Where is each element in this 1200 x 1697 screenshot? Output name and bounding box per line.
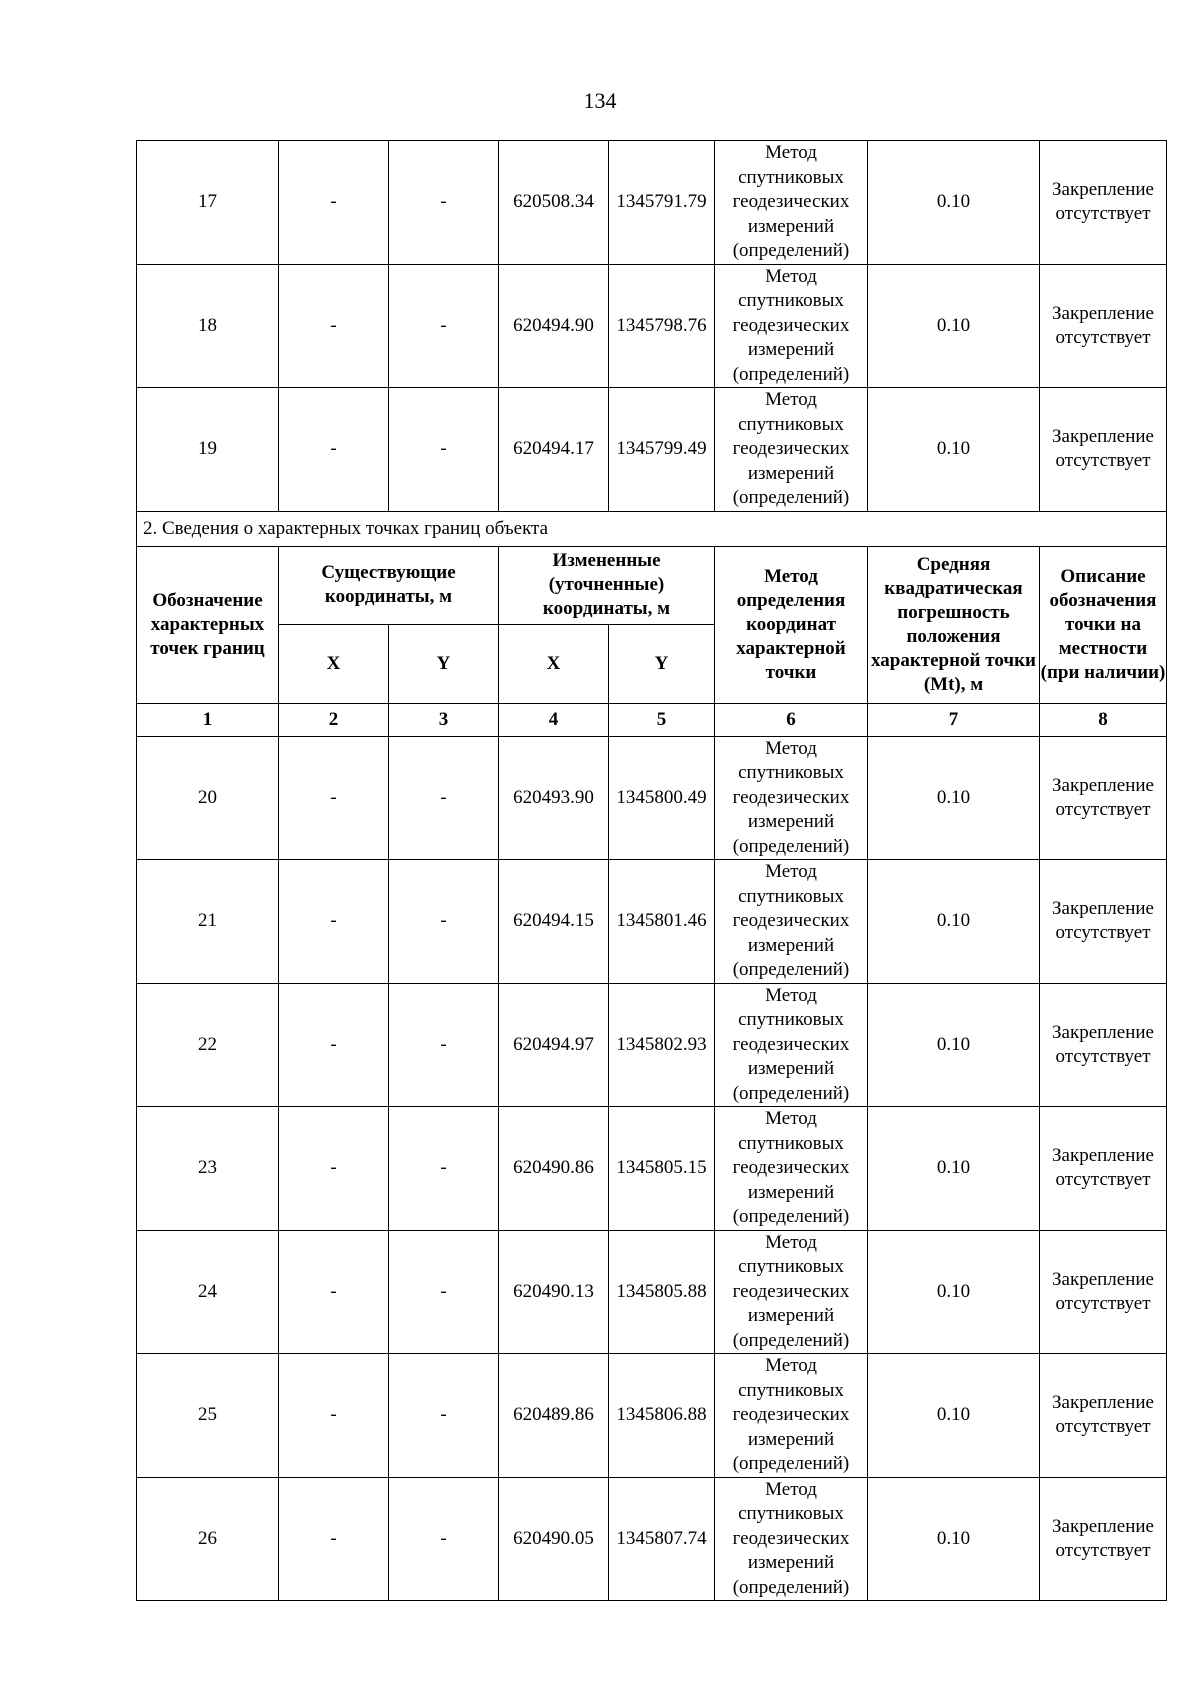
column-numbers-row	[137, 703, 1167, 736]
existing-x-cell: -	[279, 860, 389, 984]
method-cell: Метод спутниковых геодезических измерений (определений)	[715, 860, 868, 984]
header-existing: Существующие координаты, м	[279, 546, 499, 624]
point-cell: 21	[137, 860, 279, 984]
bottom-rows	[137, 736, 1167, 1601]
changed-y-cell: 1345800.49	[609, 736, 715, 860]
method-cell: Метод спутниковых геодезических измерений (определений)	[715, 264, 868, 388]
table-row	[137, 264, 1167, 388]
existing-y-cell: -	[389, 141, 499, 265]
table-row	[137, 1230, 1167, 1354]
existing-y-cell: -	[389, 1477, 499, 1601]
changed-x-cell: 620494.90	[499, 264, 609, 388]
mt-cell: 0.10	[868, 860, 1040, 984]
column-number: 4	[499, 703, 609, 736]
method-cell: Метод спутниковых геодезических измерений (определений)	[715, 1107, 868, 1231]
header-existing-x: X	[279, 624, 389, 703]
changed-x-cell: 620494.97	[499, 983, 609, 1107]
existing-y-cell: -	[389, 264, 499, 388]
mt-cell: 0.10	[868, 141, 1040, 265]
existing-y-cell: -	[389, 736, 499, 860]
table-row	[137, 983, 1167, 1107]
description-cell: Закрепление отсутствует	[1040, 736, 1167, 860]
existing-y-cell: -	[389, 1107, 499, 1231]
changed-x-cell: 620490.86	[499, 1107, 609, 1231]
mt-cell: 0.10	[868, 1477, 1040, 1601]
table-row	[137, 141, 1167, 265]
changed-y-cell: 1345799.49	[609, 388, 715, 512]
changed-x-cell: 620490.13	[499, 1230, 609, 1354]
header-row-1	[137, 546, 1167, 624]
point-cell: 17	[137, 141, 279, 265]
table-row	[137, 860, 1167, 984]
method-cell: Метод спутниковых геодезических измерений (определений)	[715, 1230, 868, 1354]
method-cell: Метод спутниковых геодезических измерений (определений)	[715, 736, 868, 860]
mt-cell: 0.10	[868, 264, 1040, 388]
table-row	[137, 1354, 1167, 1478]
existing-x-cell: -	[279, 141, 389, 265]
existing-y-cell: -	[389, 1230, 499, 1354]
changed-x-cell: 620494.15	[499, 860, 609, 984]
changed-x-cell: 620490.05	[499, 1477, 609, 1601]
mt-cell: 0.10	[868, 736, 1040, 860]
page-number: 134	[583, 88, 617, 113]
column-number: 6	[715, 703, 868, 736]
changed-y-cell: 1345805.88	[609, 1230, 715, 1354]
table-row	[137, 1107, 1167, 1231]
column-number: 1	[137, 703, 279, 736]
header-mt: Средняя квадратическая погрешность положения характерной точки (Mt), м	[868, 546, 1040, 703]
changed-y-cell: 1345802.93	[609, 983, 715, 1107]
existing-x-cell: -	[279, 1354, 389, 1478]
top-rows	[137, 141, 1167, 512]
header-changed: Измененные (уточненные) координаты, м	[499, 546, 715, 624]
description-cell: Закрепление отсутствует	[1040, 1354, 1167, 1478]
point-cell: 25	[137, 1354, 279, 1478]
header-desc: Описание обозначения точки на местности (при наличии)	[1040, 546, 1167, 703]
header-changed-x: X	[499, 624, 609, 703]
changed-x-cell: 620489.86	[499, 1354, 609, 1478]
existing-x-cell: -	[279, 983, 389, 1107]
existing-x-cell: -	[279, 1107, 389, 1231]
changed-x-cell: 620508.34	[499, 141, 609, 265]
column-number: 2	[279, 703, 389, 736]
header-existing-y: Y	[389, 624, 499, 703]
changed-y-cell: 1345791.79	[609, 141, 715, 265]
table-row	[137, 736, 1167, 860]
point-cell: 26	[137, 1477, 279, 1601]
mt-cell: 0.10	[868, 1107, 1040, 1231]
changed-y-cell: 1345801.46	[609, 860, 715, 984]
column-number: 3	[389, 703, 499, 736]
header-method: Метод определения координат характерной точки	[715, 546, 868, 703]
column-number: 5	[609, 703, 715, 736]
header-point: Обозначение характерных точек границ	[137, 546, 279, 703]
description-cell: Закрепление отсутствует	[1040, 983, 1167, 1107]
changed-x-cell: 620494.17	[499, 388, 609, 512]
point-cell: 23	[137, 1107, 279, 1231]
mt-cell: 0.10	[868, 1230, 1040, 1354]
method-cell: Метод спутниковых геодезических измерений (определений)	[715, 1477, 868, 1601]
column-number: 7	[868, 703, 1040, 736]
method-cell: Метод спутниковых геодезических измерений (определений)	[715, 141, 868, 265]
existing-x-cell: -	[279, 388, 389, 512]
point-cell: 20	[137, 736, 279, 860]
description-cell: Закрепление отсутствует	[1040, 264, 1167, 388]
column-number: 8	[1040, 703, 1167, 736]
changed-y-cell: 1345798.76	[609, 264, 715, 388]
method-cell: Метод спутниковых геодезических измерений (определений)	[715, 1354, 868, 1478]
section-title-row	[137, 511, 1167, 546]
point-cell: 18	[137, 264, 279, 388]
point-cell: 19	[137, 388, 279, 512]
description-cell: Закрепление отсутствует	[1040, 1107, 1167, 1231]
description-cell: Закрепление отсутствует	[1040, 1230, 1167, 1354]
description-cell: Закрепление отсутствует	[1040, 388, 1167, 512]
changed-y-cell: 1345805.15	[609, 1107, 715, 1231]
point-cell: 24	[137, 1230, 279, 1354]
existing-x-cell: -	[279, 1230, 389, 1354]
method-cell: Метод спутниковых геодезических измерений (определений)	[715, 983, 868, 1107]
mt-cell: 0.10	[868, 983, 1040, 1107]
changed-y-cell: 1345807.74	[609, 1477, 715, 1601]
table-row	[137, 388, 1167, 512]
existing-y-cell: -	[389, 983, 499, 1107]
description-cell: Закрепление отсутствует	[1040, 1477, 1167, 1601]
table-row	[137, 1477, 1167, 1601]
existing-y-cell: -	[389, 1354, 499, 1478]
changed-y-cell: 1345806.88	[609, 1354, 715, 1478]
existing-x-cell: -	[279, 1477, 389, 1601]
section-title: 2. Сведения о характерных точках границ объекта	[137, 511, 1167, 546]
method-cell: Метод спутниковых геодезических измерений (определений)	[715, 388, 868, 512]
header-changed-y: Y	[609, 624, 715, 703]
changed-x-cell: 620493.90	[499, 736, 609, 860]
description-cell: Закрепление отсутствует	[1040, 860, 1167, 984]
section-2	[137, 511, 1167, 736]
existing-y-cell: -	[389, 388, 499, 512]
mt-cell: 0.10	[868, 1354, 1040, 1478]
point-cell: 22	[137, 983, 279, 1107]
existing-x-cell: -	[279, 736, 389, 860]
mt-cell: 0.10	[868, 388, 1040, 512]
description-cell: Закрепление отсутствует	[1040, 141, 1167, 265]
existing-y-cell: -	[389, 860, 499, 984]
existing-x-cell: -	[279, 264, 389, 388]
boundary-points-table	[136, 140, 1167, 1601]
